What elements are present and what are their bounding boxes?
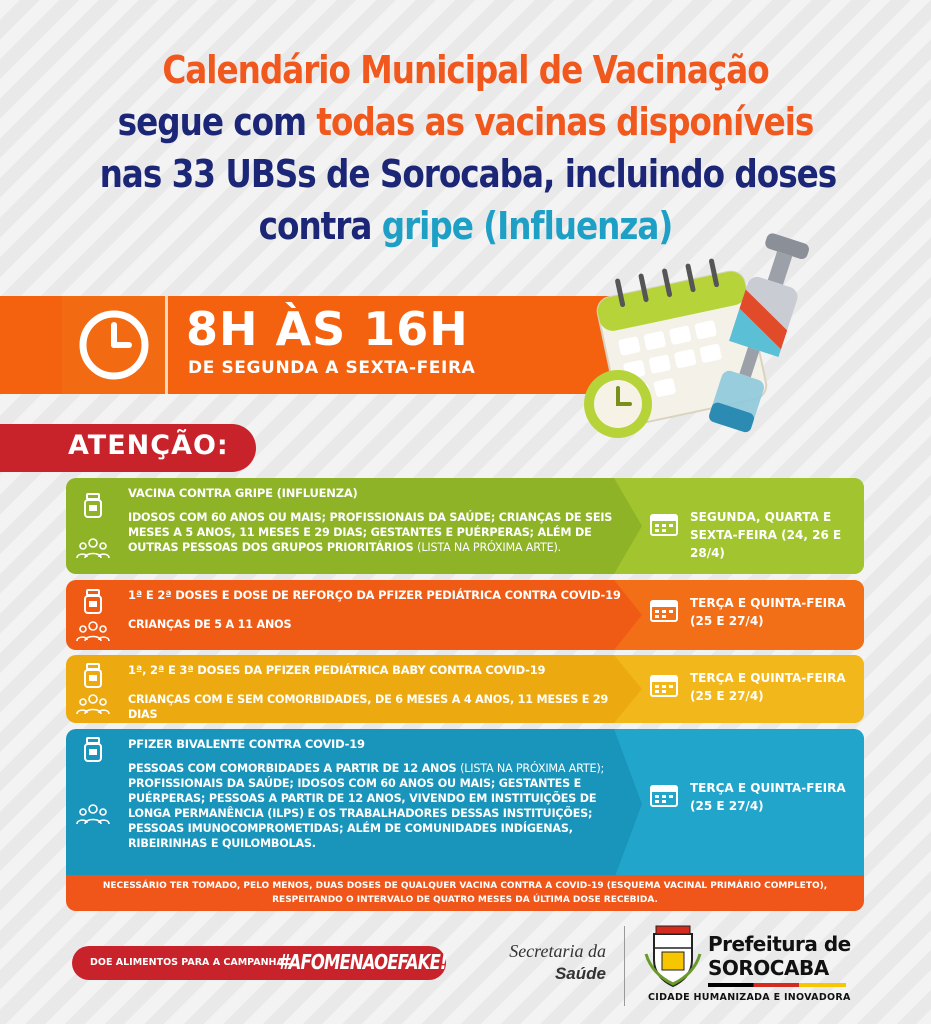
requirement-note: NECESSÁRIO TER TOMADO, PELO MENOS, DUAS DOSES DE QUALQUER VACINA CONTRA A COVID-19 (ESQUEMA VACINAL PRIMÁRIO COMPLETO), RESPEITANDO O INTERVALO DE QUATRO MESES DA ÚLTIMA DOSE RECEBIDA. [66,875,864,911]
vaccine-card-pfizer-bivalent [66,729,864,879]
card-body: CRIANÇAS DE 5 A 11 ANOS [128,618,292,631]
card-body: IDOSOS COM 60 ANOS OU MAIS; PROFISSIONAIS DA SAÚDE; CRIANÇAS DE SEIS MESES A 5 ANOS, 11 MESES E 29 DIAS; GESTANTES E PUÉRPERAS; ALÉM DE OUTRAS PESSOAS DOS GRUPOS PRIORITÁRIOS (LISTA NA PRÓXIMA ARTE). [128,511,613,554]
headline-line-1: Calendário Municipal de Vacinação [162,48,769,92]
card-schedule: TERÇA E QUINTA-FEIRA (25 E 27/4) [650,779,860,815]
people-group-icon [76,620,110,642]
card-schedule: TERÇA E QUINTA-FEIRA (25 E 27/4) [650,669,860,705]
vaccine-vial-icon [82,737,104,763]
calendar-icon [650,783,678,807]
card-schedule: SEGUNDA, QUARTA E SEXTA-FEIRA (24, 26 E 28/4) [650,508,860,562]
calendar-icon [650,598,678,622]
attention-label: ATENÇÃO: [68,430,229,461]
campaign-hashtag: #AFOMENAOEFAKE! [278,950,447,974]
people-group-icon [76,803,110,825]
vaccine-card-pfizer-baby [66,655,864,723]
flag-stripe [708,983,846,987]
vaccine-card-pfizer-pediatric [66,580,864,650]
calendar-icon [650,512,678,536]
hours-banner [0,296,660,394]
hours-time: 8H ÀS 16H [186,302,469,356]
card-heading: 1ª E 2ª DOSES E DOSE DE REFORÇO DA PFIZER PEDIÁTRICA CONTRA COVID-19 [128,588,621,602]
headline-line-4: contra gripe (Influenza) [258,204,673,248]
attention-banner [0,424,256,472]
card-heading: VACINA CONTRA GRIPE (INFLUENZA) [128,486,358,500]
vaccine-vial-icon [82,589,104,615]
headline-line-3: nas 33 UBSs de Sorocaba, incluindo doses [99,152,837,196]
prefeitura-tagline: CIDADE HUMANIZADA E INOVADORA [648,992,851,1003]
vaccine-vial-icon [82,663,104,689]
card-schedule: TERÇA E QUINTA-FEIRA (25 E 27/4) [650,594,860,630]
prefeitura-logo: Prefeitura de SOROCABA [708,932,851,980]
hours-days: DE SEGUNDA A SEXTA-FEIRA [188,358,476,378]
city-crest-icon [644,924,702,988]
clock-icon [62,296,168,394]
footer-divider [624,926,625,1006]
calendar-icon [650,673,678,697]
campaign-label: DOE ALIMENTOS PARA A CAMPANHA [90,957,284,968]
campaign-badge [72,946,446,980]
people-group-icon [76,693,110,715]
headline-line-2: segue com todas as vacinas disponíveis [117,100,814,144]
card-body: PESSOAS COM COMORBIDADES A PARTIR DE 12 ANOS (LISTA NA PRÓXIMA ARTE); PROFISSIONAIS DA SAÚDE; IDOSOS COM 60 ANOS OU MAIS; GESTANTES E PUÉRPERAS; PESSOAS A PARTIR DE 12 ANOS, VIVENDO EM INSTITUIÇÕES DE LONGA PERMANÊNCIA (ILPS) E OS TRABALHADORES DESSAS INSTITUIÇÕES; PESSOAS IMUNOCOMPROMETIDAS; ALÉM DE COMUNIDADES INDÍGENAS, RIBEIRINHAS E QUILOMBOLAS. [128,762,605,850]
vaccine-vial-icon [82,493,104,519]
secretaria-logo: Secretaria da Saúde [509,941,606,983]
vaccine-card-influenza [66,478,864,574]
card-body: CRIANÇAS COM E SEM COMORBIDADES, DE 6 MESES A 4 ANOS, 11 MESES E 29 DIAS [128,693,609,721]
card-heading: PFIZER BIVALENTE CONTRA COVID-19 [128,737,365,751]
calendar-syringe-illustration [580,214,810,484]
people-group-icon [76,537,110,559]
card-heading: 1ª, 2ª E 3ª DOSES DA PFIZER PEDIÁTRICA BABY CONTRA COVID-19 [128,663,546,677]
